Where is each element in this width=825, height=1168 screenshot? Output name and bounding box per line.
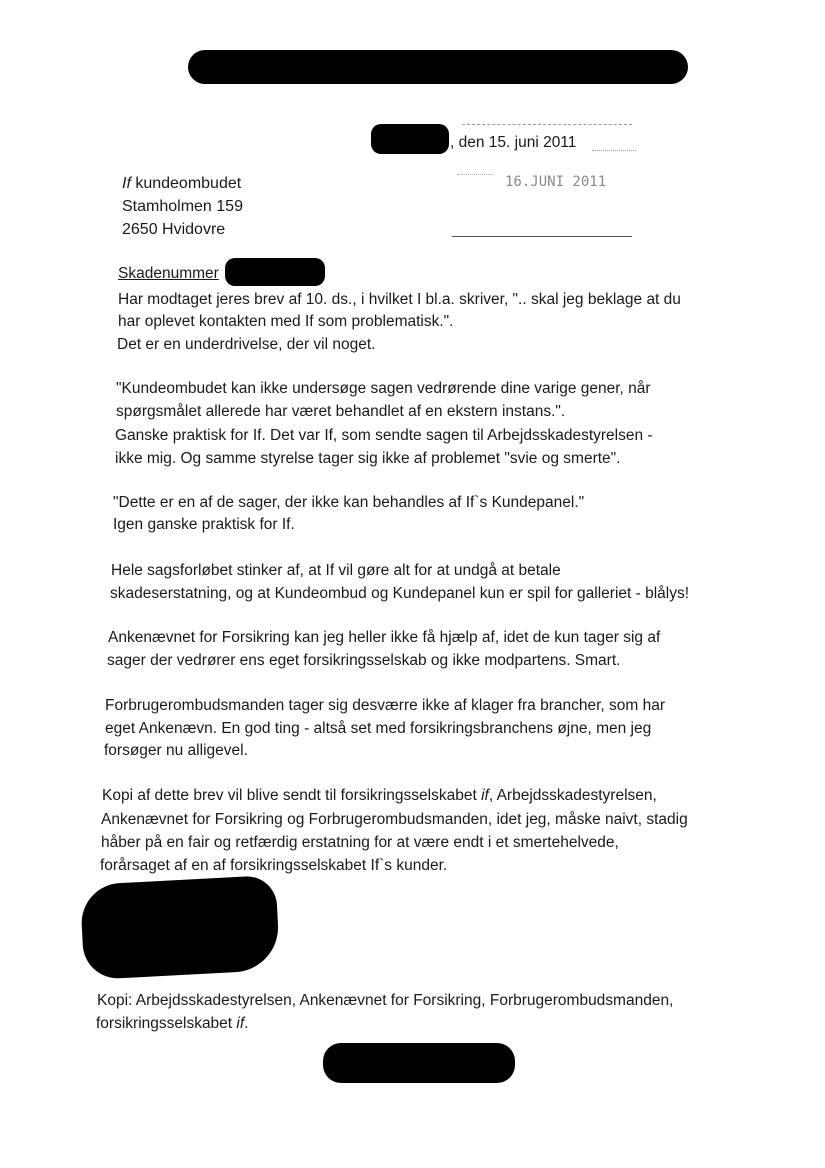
p4-line-2: skadeserstatning, og at Kundeombud og Kundepanel kun er spil for galleriet - blålys! xyxy=(110,585,690,602)
p7-line-1 xyxy=(102,785,657,807)
date-stamp-marks-right xyxy=(592,138,636,151)
redaction-sender-name xyxy=(188,50,688,84)
p4-line-1: Hele sagsforløbet stinker af, at If vil gøre alt for at undgå at betale xyxy=(111,562,561,579)
stamp-signature-line xyxy=(452,236,632,237)
p3-line-1: "Dette er en af de sager, der ikke kan behandles af If`s Kundepanel." xyxy=(113,494,585,511)
letter-date: , den 15. juni 2011 xyxy=(450,134,577,151)
address-line-2: Stamholmen 159 xyxy=(122,198,243,215)
p1-line-3: Det er en underdrivelse, der vil noget. xyxy=(117,336,376,353)
p2-line-1: "Kundeombudet kan ikke undersøge sagen vedrørende dine varige gener, når xyxy=(116,380,651,397)
p7-line-1-a: Kopi af dette brev vil blive sendt til forsikringsselskabet xyxy=(102,787,482,804)
p1-line-1: Har modtaget jeres brev af 10. ds., i hvilket I bl.a. skriver, ".. skal jeg beklage at du xyxy=(118,291,681,308)
copy-line-1: Kopi: Arbejdsskadestyrelsen, Ankenævnet for Forsikring, Forbrugerombudsmanden, xyxy=(97,992,674,1009)
copy-line-2 xyxy=(96,1013,248,1035)
subject-label: Skadenummer xyxy=(118,265,219,282)
p6-line-1: Forbrugerombudsmanden tager sig desværre ikke af klager fra brancher, som har xyxy=(105,697,665,714)
p3-line-2: Igen ganske praktisk for If. xyxy=(113,516,295,533)
p2-line-3: Ganske praktisk for If. Det var If, som sendte sagen til Arbejdsskadestyrelsen - xyxy=(115,427,653,444)
p2-line-4: ikke mig. Og samme styrelse tager sig ikke af problemet "svie og smerte". xyxy=(115,450,621,467)
copy-if-italic: if xyxy=(236,1015,245,1032)
p5-line-1: Ankenævnet for Forsikring kan jeg heller ikke få hjælp af, idet de kun tager sig af xyxy=(108,629,661,646)
redaction-city xyxy=(371,124,449,154)
p7-line-3: håber på en fair og retfærdig erstatning for at være endt i et smertehelvede, xyxy=(101,834,619,851)
p2-line-2: spørgsmålet allerede har været behandlet af en ekstern instans.". xyxy=(116,403,566,420)
address-line-1 xyxy=(122,173,241,195)
address-line-3: 2650 Hvidovre xyxy=(122,221,226,238)
address-if-italic: If xyxy=(122,175,131,192)
received-stamp: 16.JUNI 2011 xyxy=(505,174,607,190)
p5-line-2: sager der vedrører ens eget forsikringsselskab og ikke modpartens. Smart. xyxy=(107,652,621,669)
p1-line-2: har oplevet kontakten med If som problematisk.". xyxy=(118,313,454,330)
address-line-1-rest: kundeombudet xyxy=(130,175,242,192)
p7-if-italic: if xyxy=(481,787,489,804)
redaction-signature xyxy=(80,875,281,980)
p6-line-2: eget Ankenævn. En god ting - altså set med forsikringsbranchens øjne, men jeg xyxy=(105,720,652,737)
date-stamp-marks xyxy=(462,124,632,126)
copy-line-2-a: forsikringsselskabet xyxy=(96,1015,237,1032)
p7-line-4: forårsaget af en af forsikringsselskabet If`s kunder. xyxy=(100,857,448,874)
p6-line-3: forsøger nu alligevel. xyxy=(104,742,248,759)
copy-line-2-b: . xyxy=(244,1015,249,1032)
p7-line-1-b: , Arbejdsskadestyrelsen, xyxy=(488,787,657,804)
redaction-claim-number xyxy=(225,258,325,286)
p7-line-2: Ankenævnet for Forsikring og Forbrugerombudsmanden, idet jeg, måske naivt, stadig xyxy=(101,811,688,828)
received-stamp-prefix xyxy=(457,174,493,185)
redaction-bottom xyxy=(323,1043,515,1083)
